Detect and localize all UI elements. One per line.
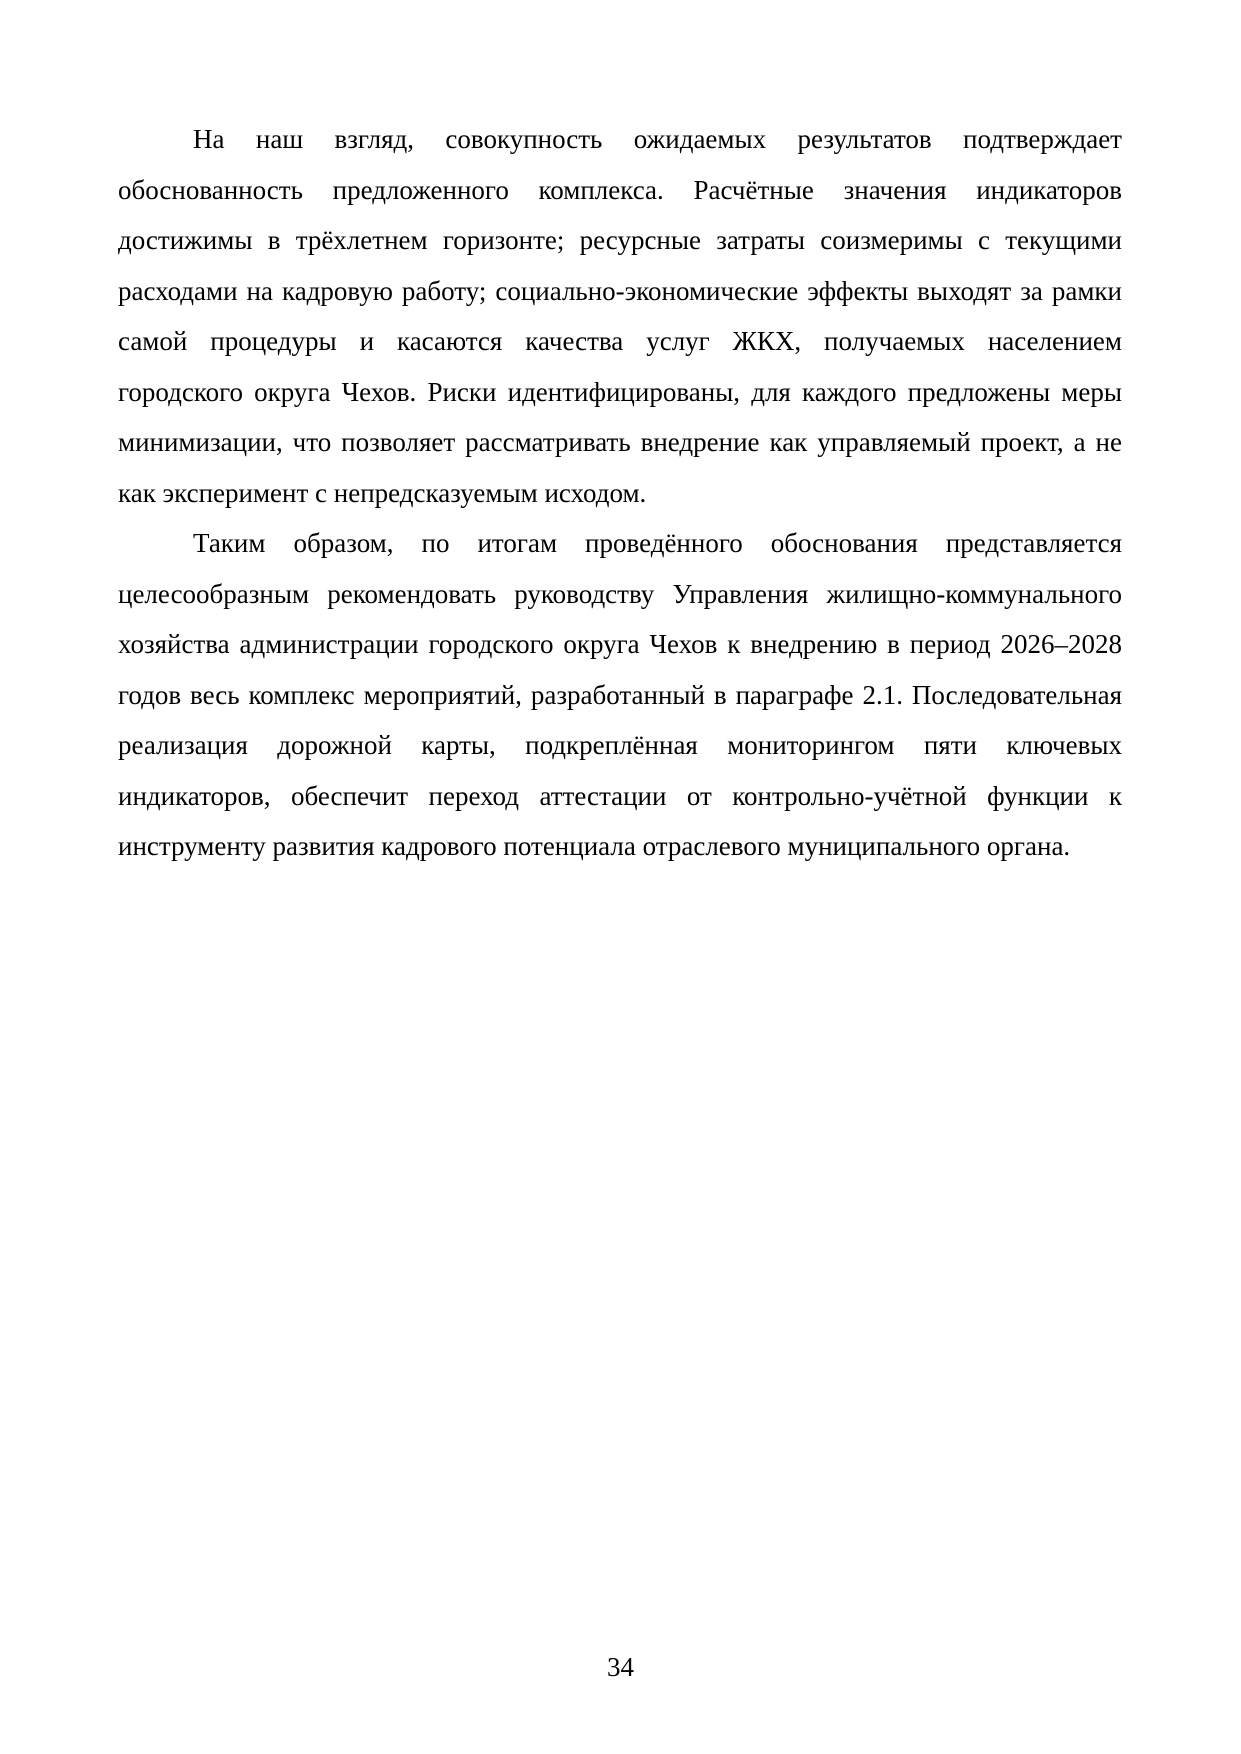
document-body (118, 114, 1122, 872)
paragraph-recommendation: Таким образом, по итогам проведённого обоснования представляется целесообразным рекомендовать руководству Управления жилищно-коммунального хозяйства администрации городского округа Чехов к внедрению в период 2026–2028 годов весь комплекс мероприятий, разработанный в параграфе 2.1. Последовательная реализация дорожной карты, подкреплённая мониторингом пяти ключевых индикаторов, обеспечит переход аттестации от контрольно-учётной функции к инструменту развития кадрового потенциала отраслевого муниципального органа. (118, 528, 1122, 861)
paragraph-conclusion-results: На наш взгляд, совокупность ожидаемых результатов подтверждает обоснованность предложенного комплекса. Расчётные значения индикаторов достижимы в трёхлетнем горизонте; ресурсные затраты соизмеримы с текущими расходами на кадровую работу; социально-экономические эффекты выходят за рамки самой процедуры и касаются качества услуг ЖКХ, получаемых населением городского округа Чехов. Риски идентифицированы, для каждого предложены меры минимизации, что позволяет рассматривать внедрение как управляемый проект, а не как эксперимент с непредсказуемым исходом. (118, 124, 1122, 508)
page-number: 34 (607, 1652, 634, 1682)
